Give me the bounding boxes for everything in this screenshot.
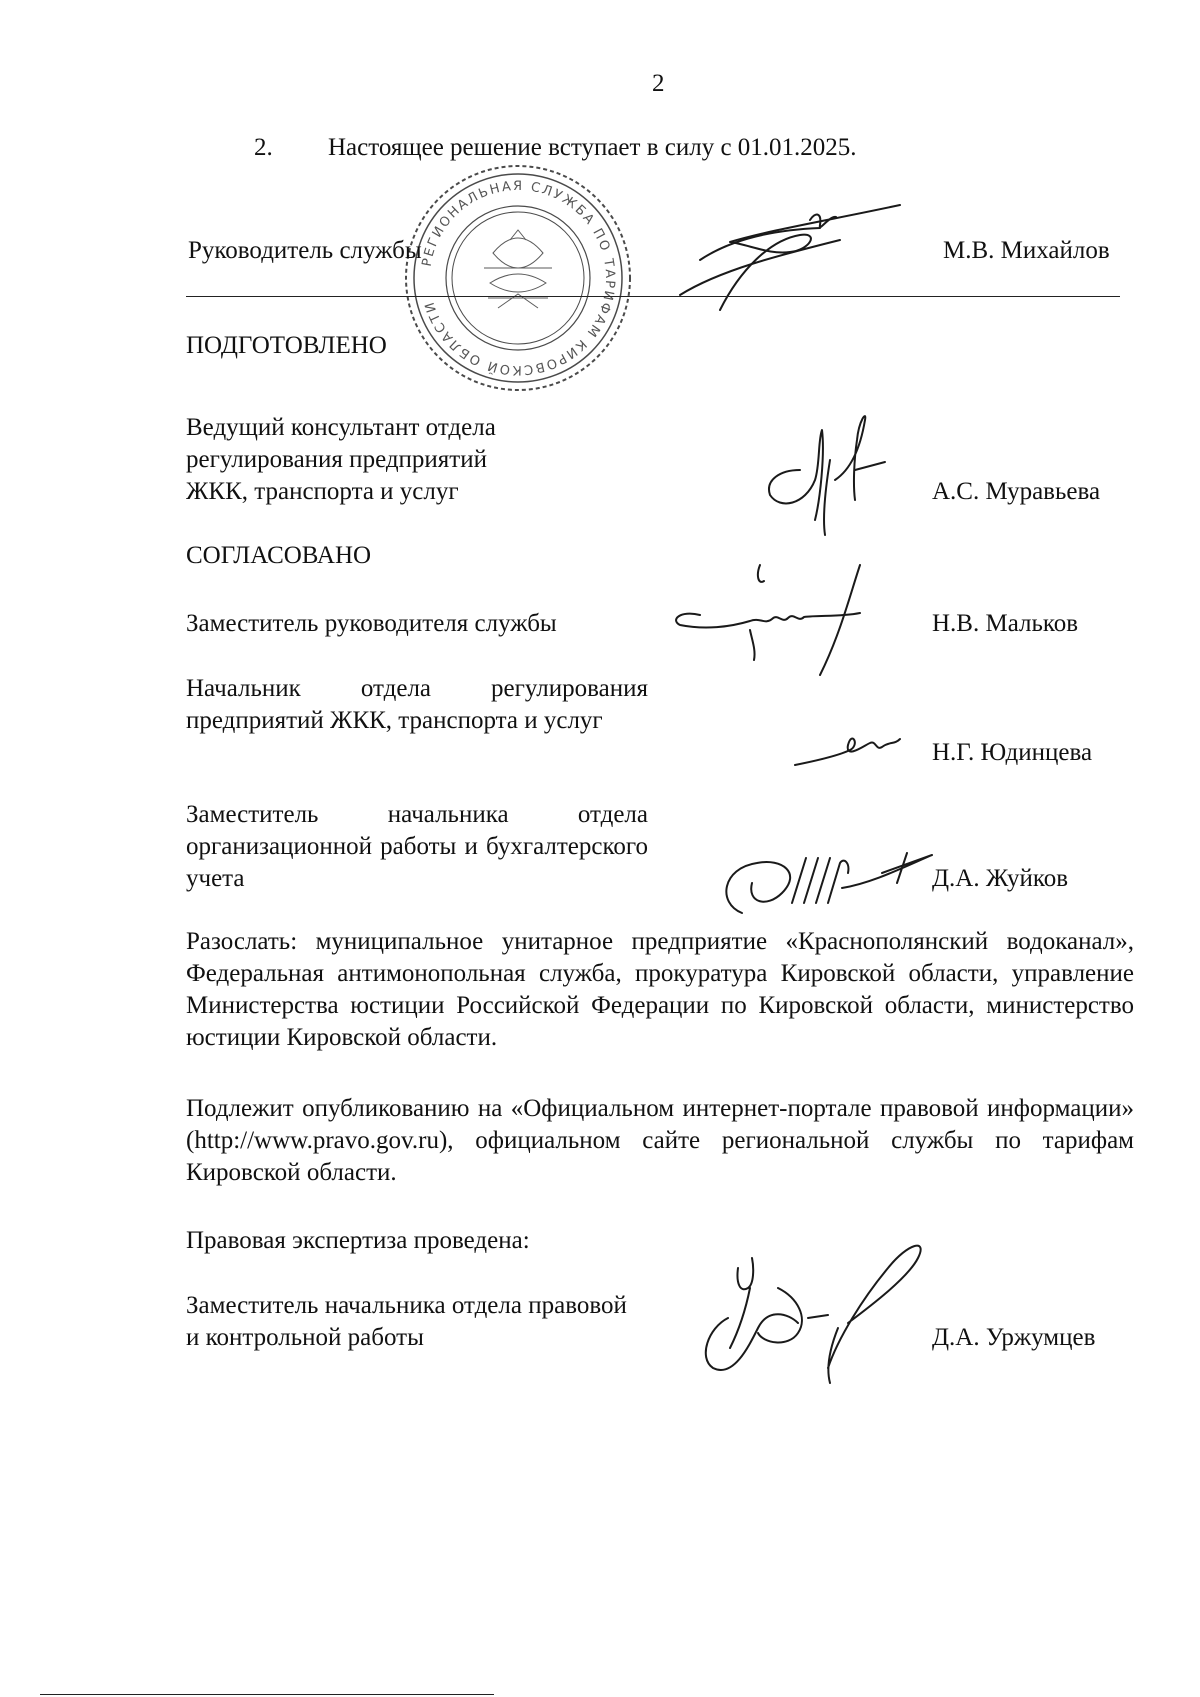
agreed-position-1: Заместитель руководителя службы [186,610,557,637]
clause-number: 2. [254,134,273,161]
legal-review-signature [688,1228,948,1388]
agreed-name-1: Н.В. Мальков [932,610,1079,637]
clause-text: Настоящее решение вступает в силу с 01.01.2025. [328,134,857,161]
svg-text:РЕГИОНАЛЬНАЯ СЛУЖБА ПО ТАРИФАМ: РЕГИОНАЛЬНАЯ СЛУЖБА ПО ТАРИФАМ КИРОВСКОЙ ОБЛАСТИ [419,178,618,378]
agreed-name-2: Н.Г. Юдинцева [932,739,1093,766]
prepared-position-line: Ведущий консультант отдела [186,414,496,441]
legal-review-position-line: Заместитель начальника отдела правовой [186,1292,627,1319]
distribution-text: Разослать: муниципальное унитарное предприятие «Краснополянский водоканал», Федеральная антимонопольная служба, прокуратура Кировской области, управление Министерства юстиции Российской Федерации по Кировской области, министерство юстиции Кировской области. [186,928,1134,1051]
prepared-signature [760,410,910,540]
agreed-signature-2 [790,715,910,775]
legal-review-name: Д.А. Уржумцев [932,1324,1096,1351]
footer-line [40,1694,494,1695]
legal-review-position-line: и контрольной работы [186,1324,424,1351]
agreed-signature-1 [660,555,880,685]
separator-line [186,296,1120,297]
head-signature [660,200,910,320]
agreed-signature-3 [712,843,942,923]
agreed-name-3: Д.А. Жуйков [932,865,1069,892]
head-name: М.В. Михайлов [943,237,1110,264]
official-seal [398,158,638,398]
prepared-position-line: регулирования предприятий [186,446,487,473]
agreed-position-2: Начальник отдела регулирования предприятий ЖКК, транспорта и услуг [186,675,648,734]
agreed-position-3: Заместитель начальника отдела организационной работы и бухгалтерского учета [186,801,648,892]
publication-text: Подлежит опубликованию на «Официальном интернет-портале правовой информации» (http://www.pravo.gov.ru), официальном сайте региональной службы по тарифам Кировской области. [186,1095,1134,1186]
agreed-heading: СОГЛАСОВАНО [186,542,372,569]
prepared-heading: ПОДГОТОВЛЕНО [186,332,387,359]
prepared-position-line: ЖКК, транспорта и услуг [186,478,459,505]
prepared-name: А.С. Муравьева [932,478,1101,505]
head-position: Руководитель службы [188,237,422,264]
legal-review-heading: Правовая экспертиза проведена: [186,1227,530,1254]
page-number: 2 [652,70,665,97]
